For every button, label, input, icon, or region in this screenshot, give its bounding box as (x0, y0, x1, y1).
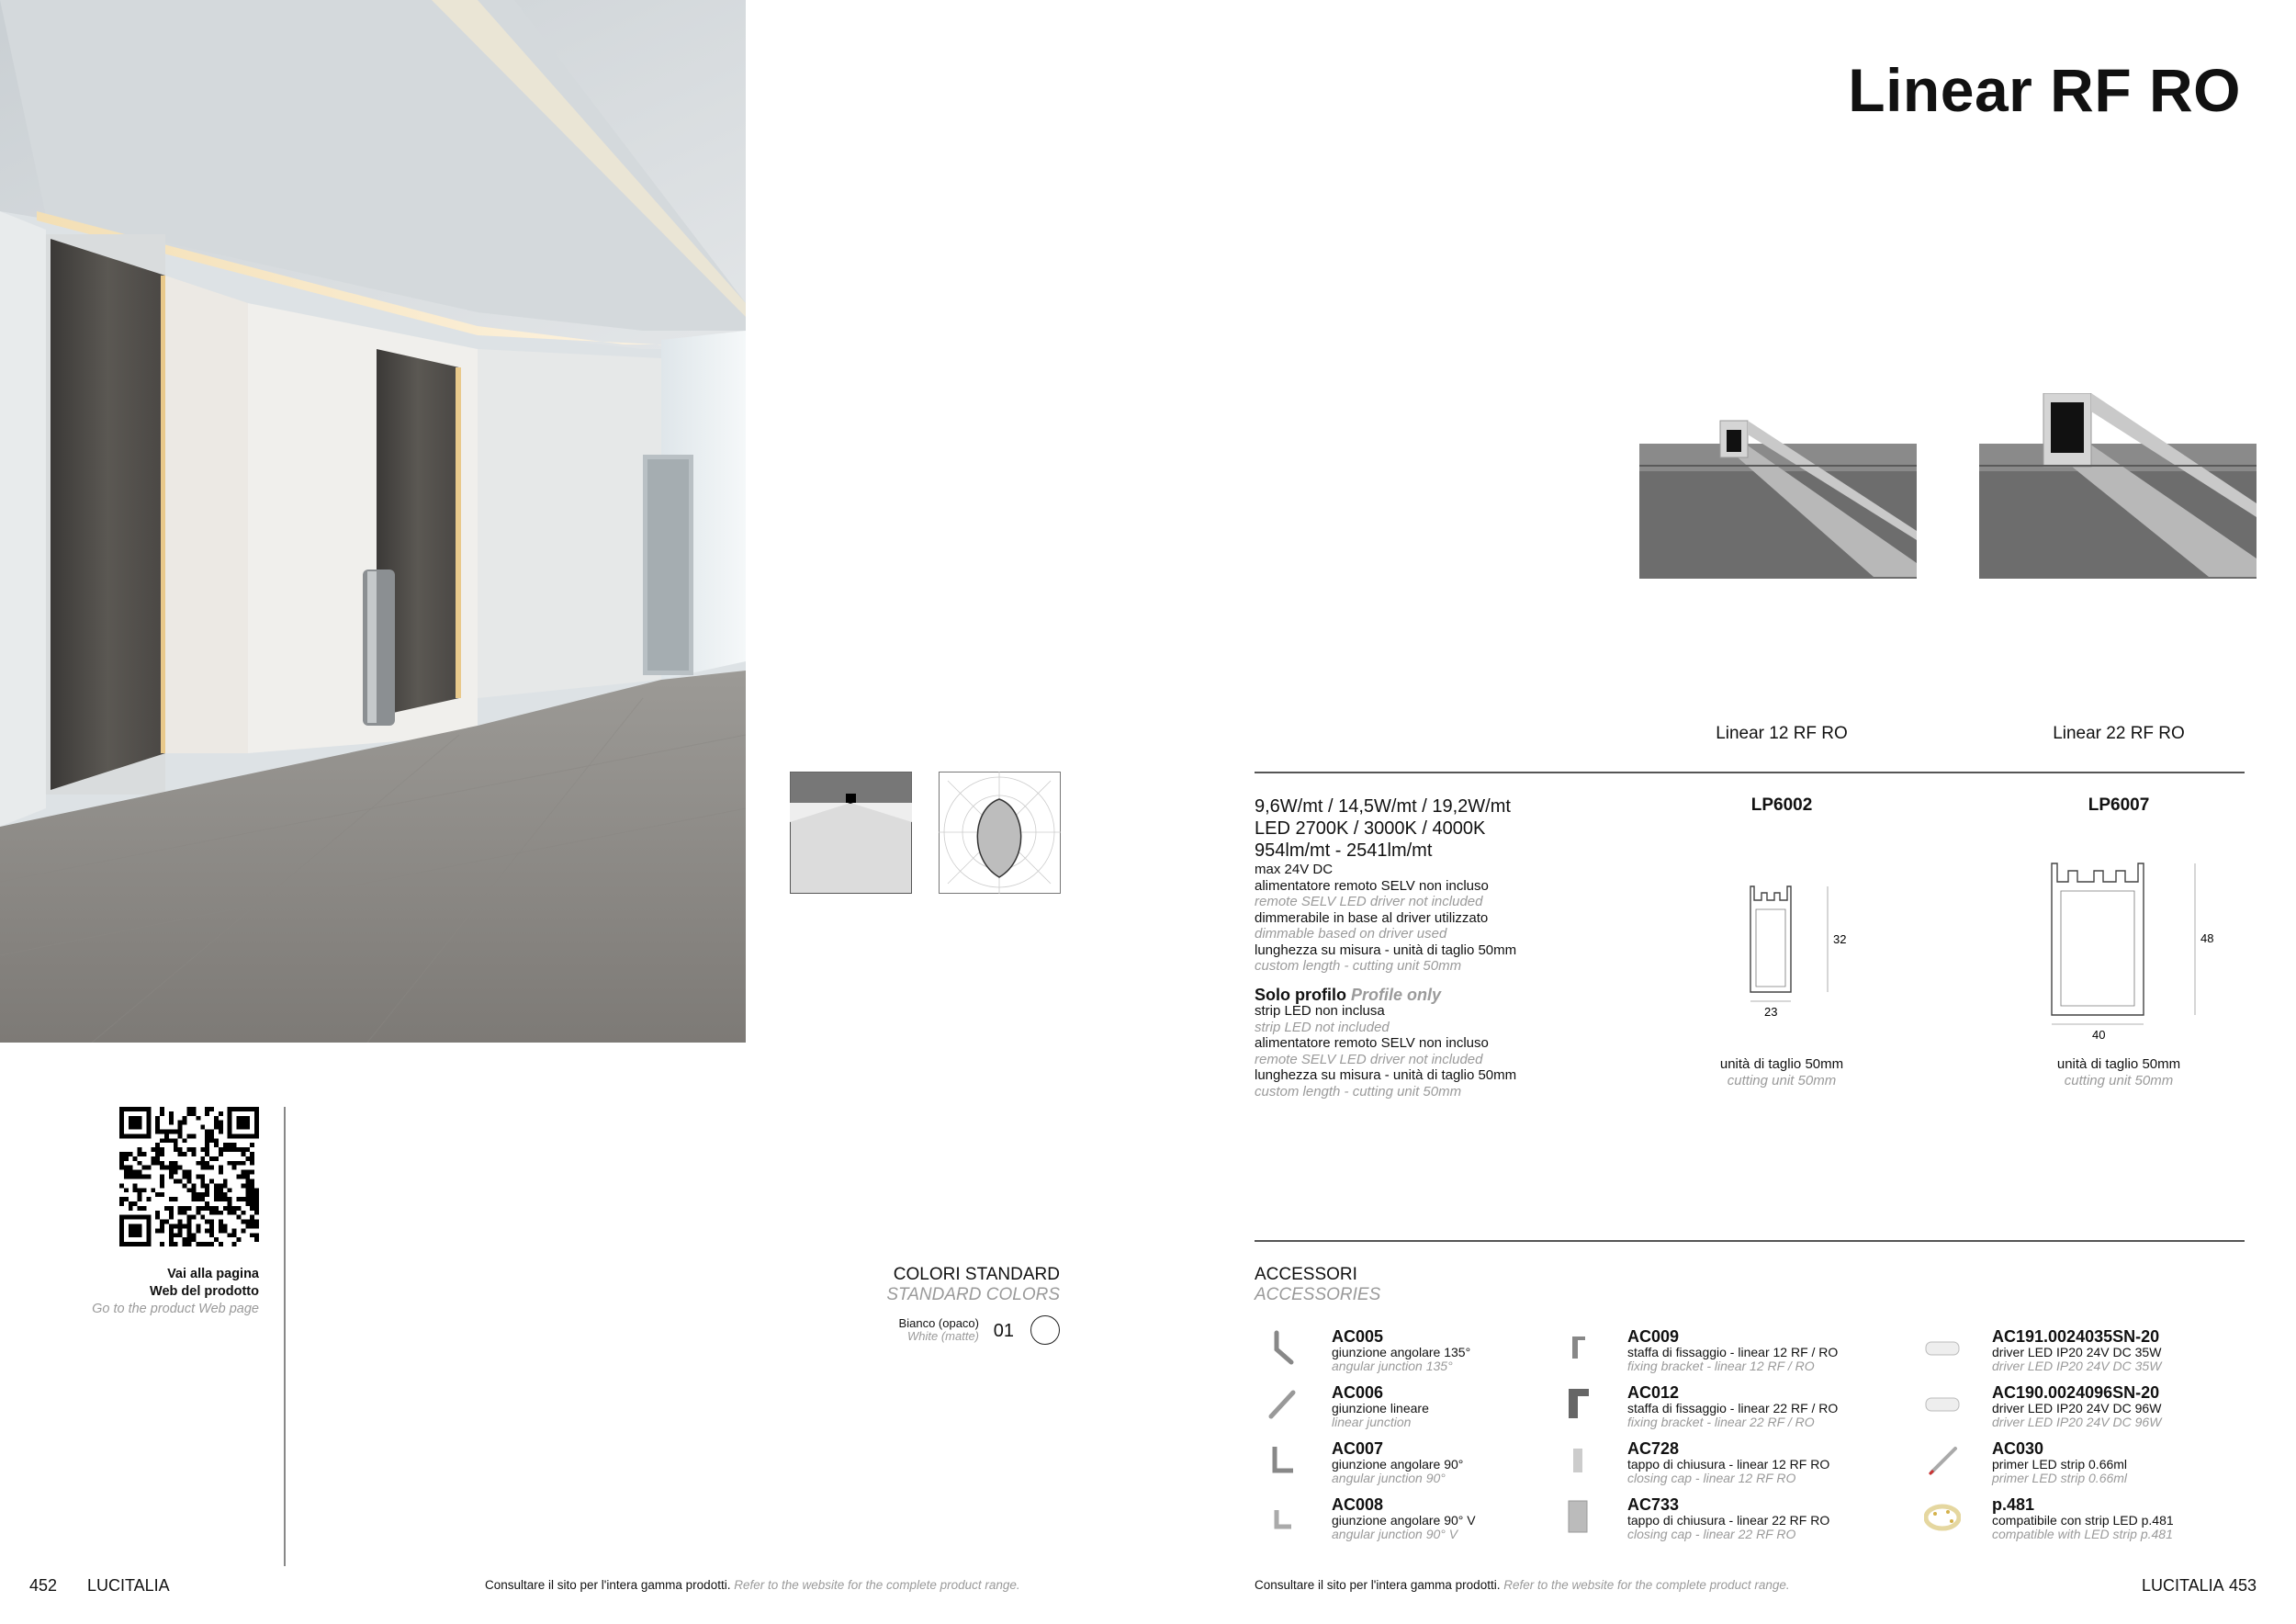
accessory-desc: primer LED strip 0.66ml (1992, 1457, 2128, 1472)
cut-unit-lp6002: unità di taglio 50mm cutting unit 50mm (1719, 1056, 1844, 1088)
qr-code[interactable] (119, 1107, 259, 1246)
cap-small-icon (1559, 1441, 1596, 1478)
interior-photo (0, 0, 746, 1043)
accessory-code: AC006 (1332, 1383, 1384, 1402)
accessory-desc: giunzione angolare 90° V (1332, 1513, 1476, 1528)
dim-height-lp6007: 48 (2200, 931, 2214, 945)
linear-junction-icon (1264, 1385, 1300, 1422)
brand-left: LUCITALIA (87, 1576, 170, 1595)
angle-90-icon (1264, 1441, 1300, 1478)
accessory-ac190-0024096sn-20 (1924, 1383, 2291, 1437)
accessory-desc-en: compatible with LED strip p.481 (1992, 1527, 2173, 1541)
footer-note-right: Consultare il sito per l'intera gamma prodotti. Refer to the website for the complete product range. (1255, 1578, 1790, 1592)
accessory-code: AC030 (1992, 1439, 2044, 1458)
spec-voltage: max 24V DC (1255, 862, 1334, 877)
accessory-code: AC007 (1332, 1439, 1384, 1458)
spec-strip-en: strip LED not included (1255, 1019, 1390, 1035)
page-number-right: 453 (2229, 1576, 2257, 1595)
accessory-code: AC190.0024096SN-20 (1992, 1383, 2160, 1402)
accessory-code: AC012 (1627, 1383, 1680, 1402)
spec-length2-en: custom length - cutting unit 50mm (1255, 1083, 1462, 1100)
vertical-divider (284, 1107, 286, 1566)
bracket-small-icon (1559, 1329, 1596, 1366)
accessory-desc-en: driver LED IP20 24V DC 96W (1992, 1415, 2162, 1429)
product-name-linear-22: Linear 22 RF RO (2053, 724, 2185, 743)
accessory-desc-en: closing cap - linear 12 RF RO (1627, 1471, 1796, 1485)
product-render-linear-22 (1979, 393, 2257, 579)
accessory-code: AC005 (1332, 1327, 1384, 1346)
accessory-p-481 (1924, 1495, 2291, 1549)
colors-heading: COLORI STANDARD STANDARD COLORS (886, 1265, 1060, 1304)
angle-135-icon (1264, 1329, 1300, 1366)
spec-driver: alimentatore remoto SELV non incluso (1255, 877, 1489, 894)
profile-drawing-lp6002 (1727, 882, 1864, 1029)
qr-caption: Vai alla pagina Web del prodotto Go to the product Web page (92, 1267, 259, 1316)
accessory-code: p.481 (1992, 1495, 2035, 1514)
page-title: Linear RF RO (1848, 56, 2241, 124)
spec-driver2-en: remote SELV LED driver not included (1255, 1051, 1483, 1067)
product-code-lp6007: LP6007 (2088, 795, 2150, 815)
accessory-desc-en: angular junction 135° (1332, 1359, 1453, 1373)
photometric-diagram (939, 772, 1061, 894)
spec-strip: strip LED non inclusa (1255, 1003, 1385, 1019)
accessory-desc: driver LED IP20 24V DC 35W (1992, 1345, 2162, 1359)
accessory-desc: staffa di fissaggio - linear 12 RF / RO (1627, 1345, 1839, 1359)
dim-width-lp6002: 23 (1764, 1005, 1778, 1019)
accessory-ac030 (1924, 1439, 2291, 1493)
bracket-large-icon (1559, 1385, 1596, 1422)
accessory-ac012 (1559, 1383, 1927, 1437)
driver-icon (1924, 1385, 1961, 1422)
footer-note-left: Consultare il sito per l'intera gamma prodotti. Refer to the website for the complete product range. (485, 1578, 1020, 1592)
accessory-code: AC009 (1627, 1327, 1680, 1346)
color-item-white: Bianco (opaco) White (matte) 01 (827, 1315, 1060, 1352)
accessory-code: AC008 (1332, 1495, 1384, 1514)
accessory-code: AC191.0024035SN-20 (1992, 1327, 2160, 1346)
accessory-desc: compatibile con strip LED p.481 (1992, 1513, 2174, 1528)
cut-unit-lp6007: unità di taglio 50mm cutting unit 50mm (2056, 1056, 2181, 1088)
accessory-ac191-0024035sn-20 (1924, 1327, 2291, 1381)
driver-icon (1924, 1329, 1961, 1366)
product-name-linear-12: Linear 12 RF RO (1716, 724, 1848, 743)
page-number-left: 452 (29, 1576, 58, 1595)
accessory-code: AC733 (1627, 1495, 1680, 1514)
accessory-desc: giunzione angolare 90° (1332, 1457, 1464, 1472)
accessories-heading: ACCESSORI ACCESSORIES (1255, 1265, 1381, 1304)
color-code: 01 (993, 1321, 1014, 1341)
spec-block (1255, 795, 1677, 1100)
brand-right: LUCITALIA (2142, 1576, 2224, 1595)
accessory-ac728 (1559, 1439, 1927, 1493)
profile-drawing-lp6007 (2039, 854, 2223, 1047)
spec-led: LED 2700K / 3000K / 4000K (1255, 818, 1486, 839)
accessory-desc-en: linear junction (1332, 1415, 1412, 1429)
accessory-desc-en: primer LED strip 0.66ml (1992, 1471, 2128, 1485)
accessory-desc: giunzione angolare 135° (1332, 1345, 1471, 1359)
accessory-desc-en: fixing bracket - linear 22 RF / RO (1627, 1415, 1815, 1429)
product-code-lp6002: LP6002 (1750, 795, 1813, 815)
spec-length: lunghezza su misura - unità di taglio 50mm (1255, 942, 1517, 958)
cap-large-icon (1559, 1497, 1596, 1534)
dim-height-lp6002: 32 (1833, 932, 1847, 946)
divider (1255, 772, 2245, 773)
accessory-desc: tappo di chiusura - linear 22 RF RO (1627, 1513, 1830, 1528)
primer-pen-icon (1924, 1441, 1961, 1478)
accessory-desc-en: angular junction 90° (1332, 1471, 1446, 1485)
spec-length-en: custom length - cutting unit 50mm (1255, 958, 1462, 974)
accessory-desc: driver LED IP20 24V DC 96W (1992, 1401, 2162, 1415)
spec-profile-only: Solo profilo Profile only (1255, 985, 1442, 1004)
accessory-desc-en: fixing bracket - linear 12 RF / RO (1627, 1359, 1815, 1373)
accessory-code: AC728 (1627, 1439, 1680, 1458)
led-strip-icon (1924, 1497, 1961, 1534)
spec-dimm: dimmerabile in base al driver utilizzato (1255, 909, 1489, 926)
spec-driver-en: remote SELV LED driver not included (1255, 894, 1483, 909)
spec-power: 9,6W/mt / 14,5W/mt / 19,2W/mt (1255, 796, 1511, 817)
spec-lumen: 954lm/mt - 2541lm/mt (1255, 840, 1433, 861)
color-swatch-white (1030, 1315, 1060, 1345)
accessory-desc: giunzione lineare (1332, 1401, 1429, 1415)
product-render-linear-12 (1639, 393, 1917, 579)
accessory-desc: staffa di fissaggio - linear 22 RF / RO (1627, 1401, 1839, 1415)
spec-length2: lunghezza su misura - unità di taglio 50mm (1255, 1067, 1517, 1083)
light-beam-diagram (790, 772, 912, 894)
accessory-desc-en: angular junction 90° V (1332, 1527, 1458, 1541)
accessories-divider (1255, 1240, 2245, 1242)
accessory-ac009 (1559, 1327, 1927, 1381)
spec-driver2: alimentatore remoto SELV non incluso (1255, 1035, 1489, 1051)
accessory-ac733 (1559, 1495, 1927, 1549)
accessory-desc-en: driver LED IP20 24V DC 35W (1992, 1359, 2162, 1373)
dim-width-lp6007: 40 (2092, 1028, 2106, 1042)
angle-90v-icon (1264, 1497, 1300, 1534)
accessory-desc-en: closing cap - linear 22 RF RO (1627, 1527, 1796, 1541)
accessory-desc: tappo di chiusura - linear 12 RF RO (1627, 1457, 1830, 1472)
spec-dimm-en: dimmable based on driver used (1255, 926, 1447, 942)
